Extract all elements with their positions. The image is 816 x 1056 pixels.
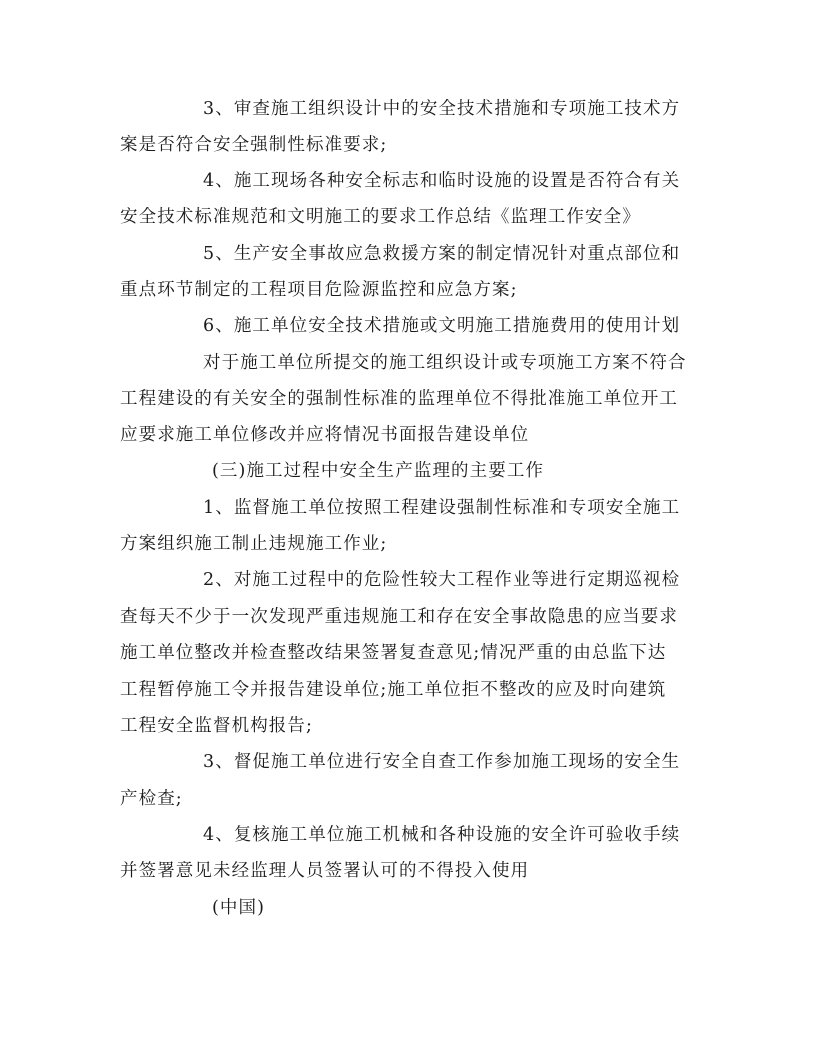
paragraph-line: 案是否符合安全强制性标准要求; [120,135,388,155]
paragraph-line: 3、督促施工单位进行安全自查工作参加施工现场的安全生 [203,752,681,772]
paragraph-line: 对于施工单位所提交的施工组织设计或专项施工方案不符合 [203,353,687,373]
trailing-note: (中国) [212,898,266,918]
paragraph-line: 产检查; [120,789,183,809]
paragraph-line: 重点环节制定的工程项目危险源监控和应急方案; [120,280,518,300]
paragraph-line: 并签署意见未经监理人员签署认可的不得投入使用 [120,861,530,881]
paragraph-line: 4、施工现场各种安全标志和临时设施的设置是否符合有关 [203,171,681,191]
paragraph-line: 工程安全监督机构报告; [120,716,313,736]
paragraph-line: 安全技术标准规范和文明施工的要求工作总结《监理工作安全》 [120,207,641,227]
paragraph-line: 查每天不少于一次发现严重违规施工和存在安全事故隐患的应当要求 [120,607,678,627]
paragraph-line: 4、复核施工单位施工机械和各种设施的安全许可验收手续 [203,825,681,845]
paragraph-line: 3、审查施工组织设计中的安全技术措施和专项施工技术方 [203,99,681,119]
paragraph-line: 工程暂停施工令并报告建设单位;施工单位拒不整改的应及时向建筑 [120,680,667,700]
paragraph-line: 2、对施工过程中的危险性较大工程作业等进行定期巡视检 [203,570,681,590]
paragraph-line: 施工单位整改并检查整改结果签署复查意见;情况严重的由总监下达 [120,643,667,663]
paragraph-line: 6、施工单位安全技术措施或文明施工措施费用的使用计划 [203,316,681,336]
paragraph-line: 应要求施工单位修改并应将情况书面报告建设单位 [120,425,530,445]
paragraph-line: 工程建设的有关安全的强制性标准的监理单位不得批准施工单位开工 [120,389,678,409]
paragraph-line: 1、监督施工单位按照工程建设强制性标准和专项安全施工 [203,498,681,518]
paragraph-line: 5、生产安全事故应急救援方案的制定情况针对重点部位和 [203,244,681,264]
paragraph-line: 方案组织施工制止违规施工作业; [120,534,388,554]
section-heading: (三)施工过程中安全生产监理的主要工作 [212,461,545,481]
